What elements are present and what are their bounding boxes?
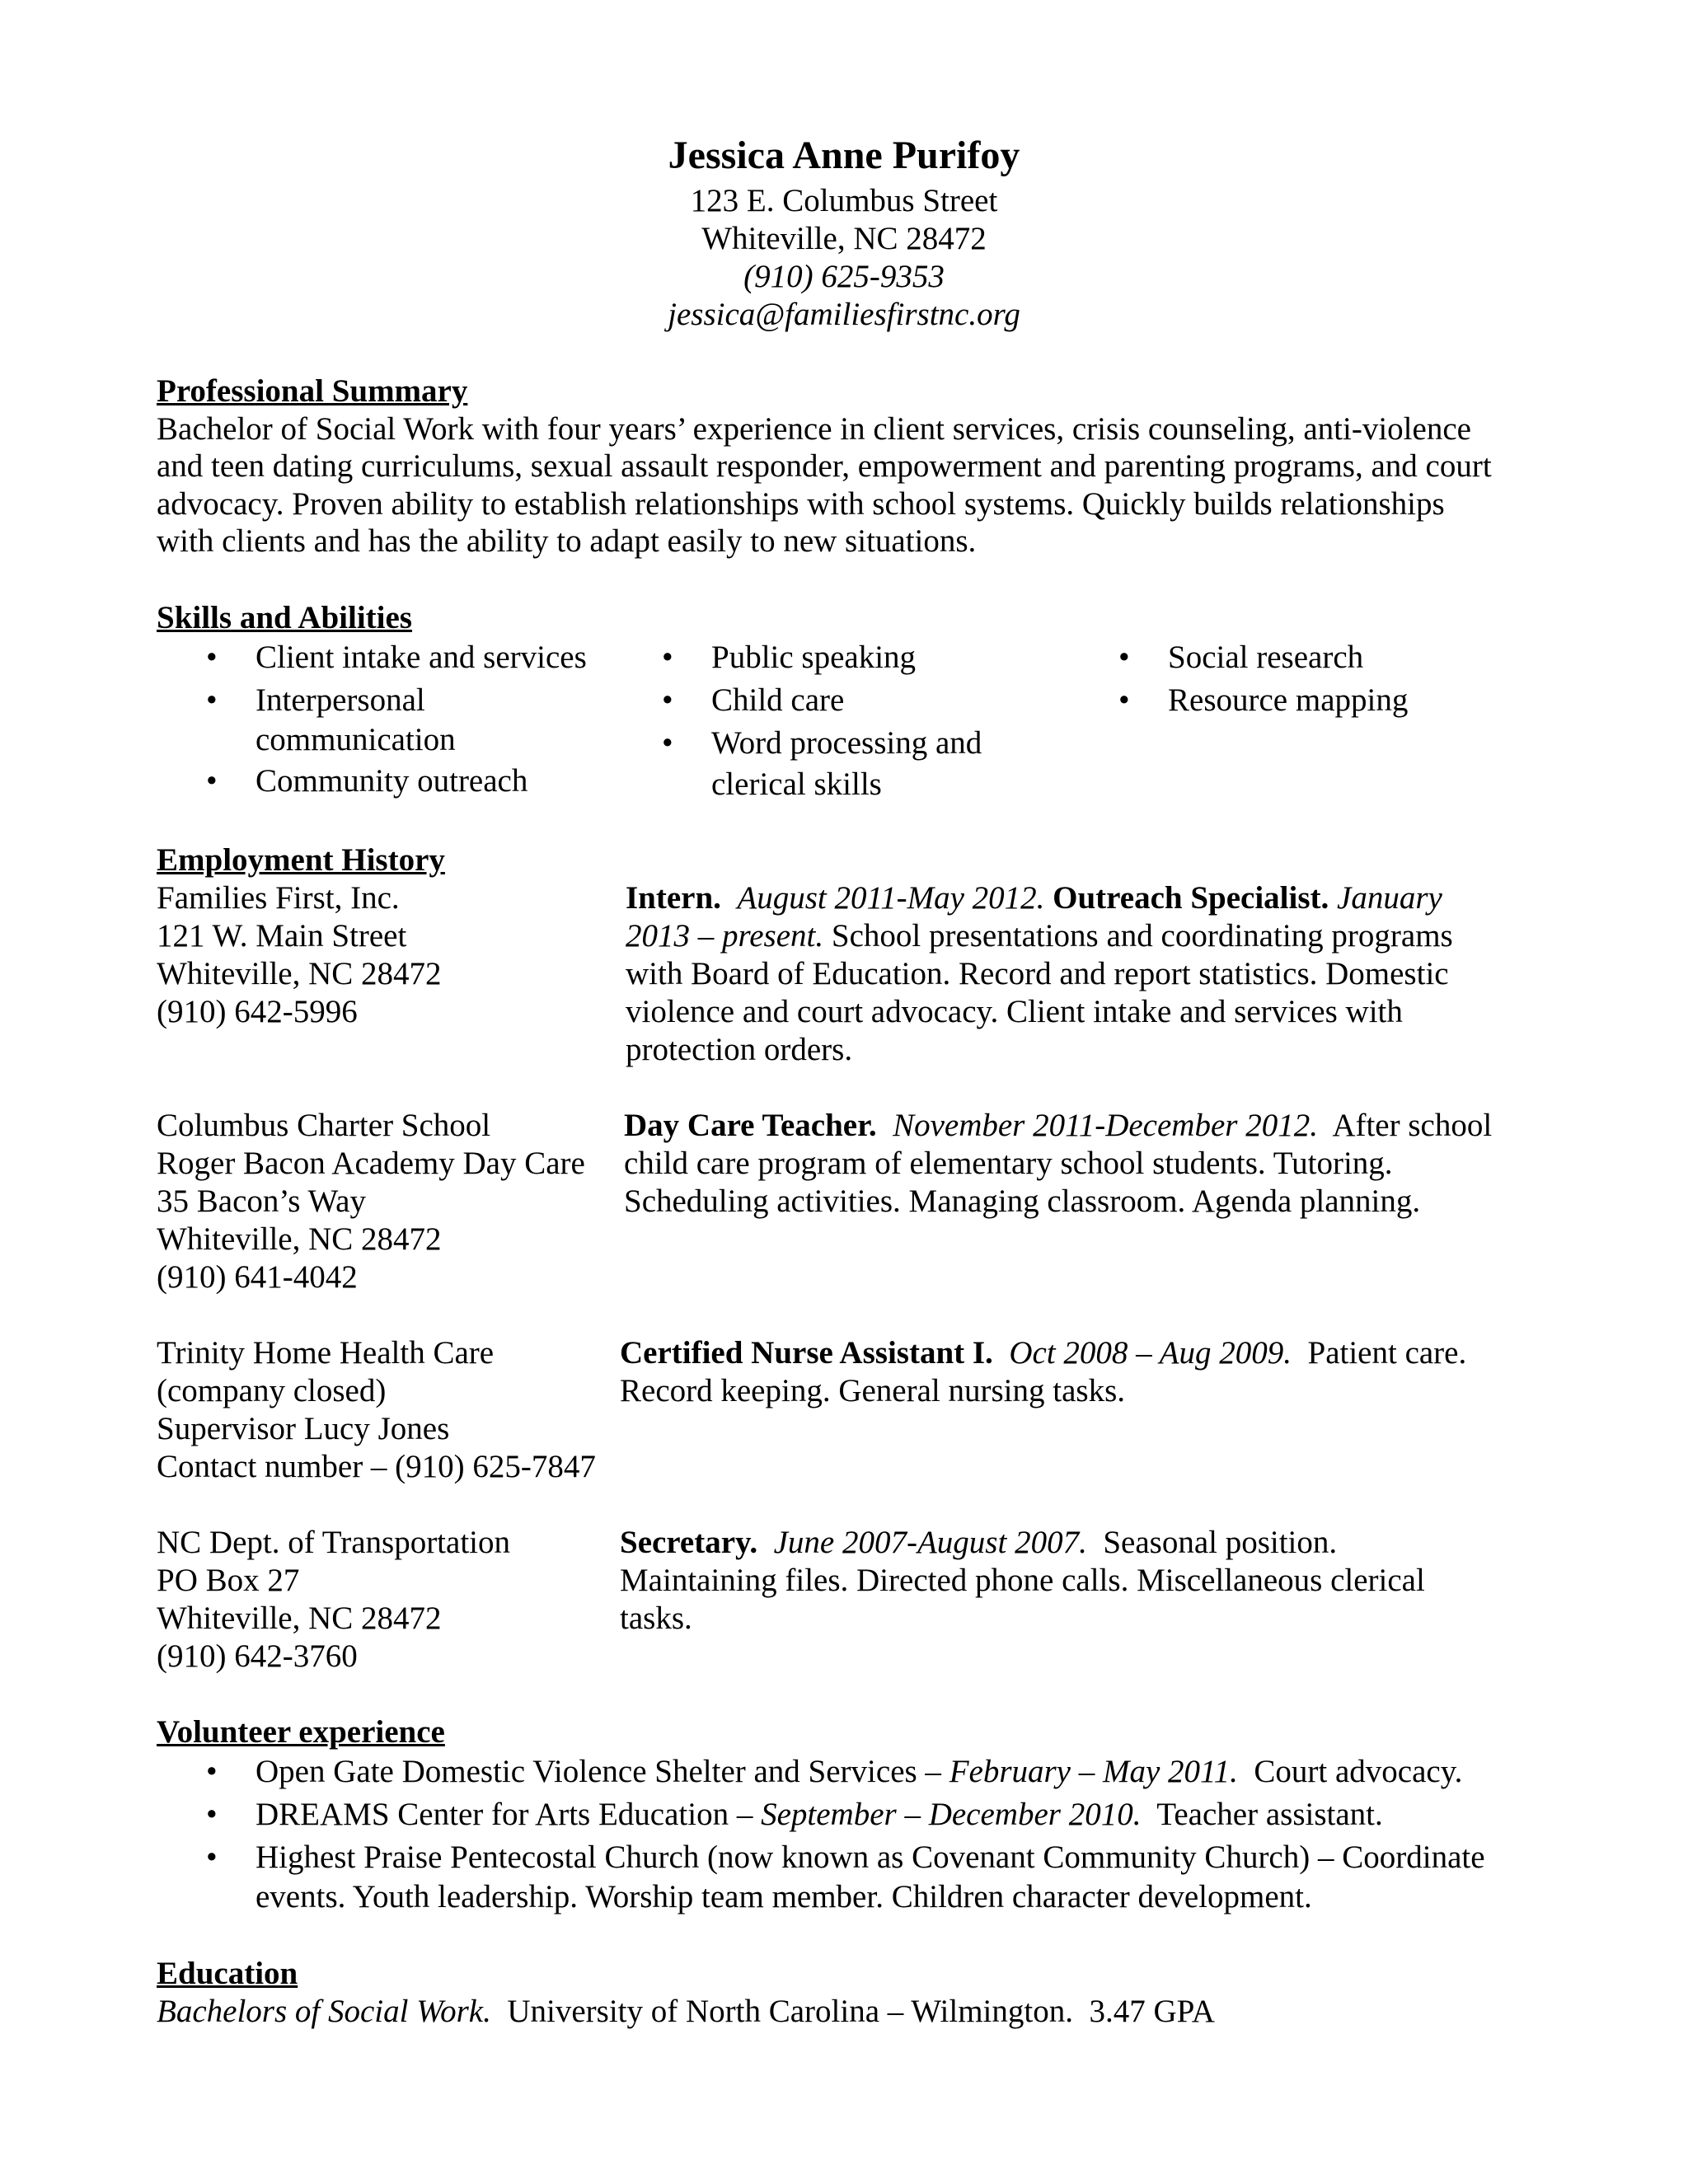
employer-line: 35 Bacon’s Way [157,1183,366,1219]
bullet-icon: • [206,763,218,799]
job-title: Certified Nurse Assistant I. [620,1335,993,1371]
job-dates: 2013 – present. [626,918,824,954]
skill-label: Community outreach [256,763,528,799]
bullet-icon: • [206,1754,218,1789]
job-desc-text: After school [1332,1108,1493,1143]
education-heading: Education [157,1956,298,1991]
address-city: Whiteville, NC 28472 [701,221,987,256]
job-desc-line: tasks. [620,1601,692,1636]
skill-label: Public speaking [711,640,917,675]
skill-label: Client intake and services [256,640,587,675]
employer-line: NC Dept. of Transportation [157,1525,510,1560]
employer-line: Whiteville, NC 28472 [157,1601,442,1636]
employer-line: Roger Bacon Academy Day Care [157,1146,585,1181]
job-dates: June 2007-August 2007. [773,1525,1087,1560]
job-title: Day Care Teacher. [624,1108,877,1143]
job-dates: Oct 2008 – Aug 2009. [1009,1335,1292,1371]
employer-line: Trinity Home Health Care [157,1335,495,1371]
phone-number: (910) 625-9353 [743,259,945,294]
job-desc-line: violence and court advocacy. Client intake and services with [626,994,1403,1029]
resume-name: Jessica Anne Purifoy [668,134,1020,177]
job-desc-line: Maintaining files. Directed phone calls. Miscellaneous clerical [620,1563,1425,1598]
skill-label: Word processing and [711,725,982,761]
job-title: Secretary. [620,1525,758,1560]
bullet-icon: • [662,682,673,718]
job-desc-line: Scheduling activities. Managing classroom. Agenda planning. [624,1183,1421,1219]
volunteer-org: Open Gate Domestic Violence Shelter and Services – [256,1754,950,1789]
bullet-icon: • [1118,682,1130,718]
employer-line: Columbus Charter School [157,1108,491,1143]
employer-line: Whiteville, NC 28472 [157,1221,442,1257]
job-title: Outreach Specialist. [1053,880,1329,916]
email-address: jessica@familiesfirstnc.org [668,297,1020,332]
job-dates: November 2011-December 2012. [893,1108,1318,1143]
bullet-icon: • [662,725,673,761]
job-desc-text: Patient care. [1307,1335,1467,1371]
volunteer-dates: February – May 2011. [949,1754,1238,1789]
employer-line: (910) 641-4042 [157,1259,358,1295]
bullet-icon: • [206,682,218,718]
skill-label: Child care [711,682,845,718]
volunteer-role: Teacher assistant. [1141,1797,1383,1832]
employer-line: Whiteville, NC 28472 [157,956,442,991]
volunteer-heading: Volunteer experience [157,1714,445,1750]
summary-heading: Professional Summary [157,373,468,409]
summary-line: advocacy. Proven ability to establish relationships with school systems. Quickly builds relationships [157,486,1445,522]
volunteer-role: Court advocacy. [1237,1754,1463,1789]
employer-line: Supervisor Lucy Jones [157,1411,450,1446]
employer-block [157,1524,510,1675]
skill-label-continued: communication [256,722,456,757]
job-desc-text: Seasonal position. [1103,1525,1338,1560]
job-title: Intern. [626,880,721,916]
bullet-icon: • [206,1840,218,1875]
volunteer-item-continued: events. Youth leadership. Worship team member. Children character development. [256,1879,1312,1915]
job-desc-line: Record keeping. General nursing tasks. [620,1373,1125,1408]
bullet-icon: • [1118,640,1130,675]
job-desc-line: child care program of elementary school students. Tutoring. [624,1146,1393,1181]
employer-line: (910) 642-3760 [157,1638,358,1674]
volunteer-org: DREAMS Center for Arts Education – [256,1797,762,1832]
bullet-icon: • [662,640,673,675]
volunteer-dates: September – December 2010. [761,1797,1142,1832]
job-title-line [620,1524,1337,1562]
employer-line: 121 W. Main Street [157,918,407,954]
job-desc-line [626,917,1453,955]
skill-label: Social research [1168,640,1364,675]
volunteer-org: Highest Praise Pentecostal Church (now known as Covenant Community Church) – Coordinate [256,1840,1485,1875]
employer-line: (910) 642-5996 [157,994,358,1029]
summary-line: and teen dating curriculums, sexual assault responder, empowerment and parenting programs, and court [157,448,1492,484]
bullet-icon: • [206,640,218,675]
job-desc-line: with Board of Education. Record and report statistics. Domestic [626,956,1449,991]
bullet-icon: • [206,1797,218,1832]
job-title-line [624,1107,1492,1145]
employment-heading: Employment History [157,842,445,878]
employer-line: (company closed) [157,1373,387,1408]
employer-block [157,1334,596,1486]
skill-label-continued: clerical skills [711,766,882,802]
education-line [157,1993,1215,2031]
summary-line: Bachelor of Social Work with four years’ experience in client services, crisis counseling, anti-violence [157,411,1471,447]
employer-block [157,879,442,1031]
job-desc-line: protection orders. [626,1032,853,1067]
employer-block [157,1107,585,1296]
education-detail: University of North Carolina – Wilmington. 3.47 GPA [490,1994,1215,2029]
skills-heading: Skills and Abilities [157,600,412,635]
degree-name: Bachelors of Social Work. [157,1994,491,2029]
employer-line: Families First, Inc. [157,880,400,916]
job-title-line [626,879,1442,917]
address-street: 123 E. Columbus Street [690,183,998,218]
job-title-line [620,1334,1466,1372]
summary-line: with clients and has the ability to adapt easily to new situations. [157,523,977,559]
employer-line: Contact number – (910) 625-7847 [157,1449,596,1484]
skill-label: Interpersonal [256,682,425,718]
job-dates: January [1337,880,1442,916]
job-desc-text: School presentations and coordinating programs [831,918,1453,954]
job-dates: August 2011-May 2012. [737,880,1045,916]
employer-line: PO Box 27 [157,1563,300,1598]
skill-label: Resource mapping [1168,682,1409,718]
